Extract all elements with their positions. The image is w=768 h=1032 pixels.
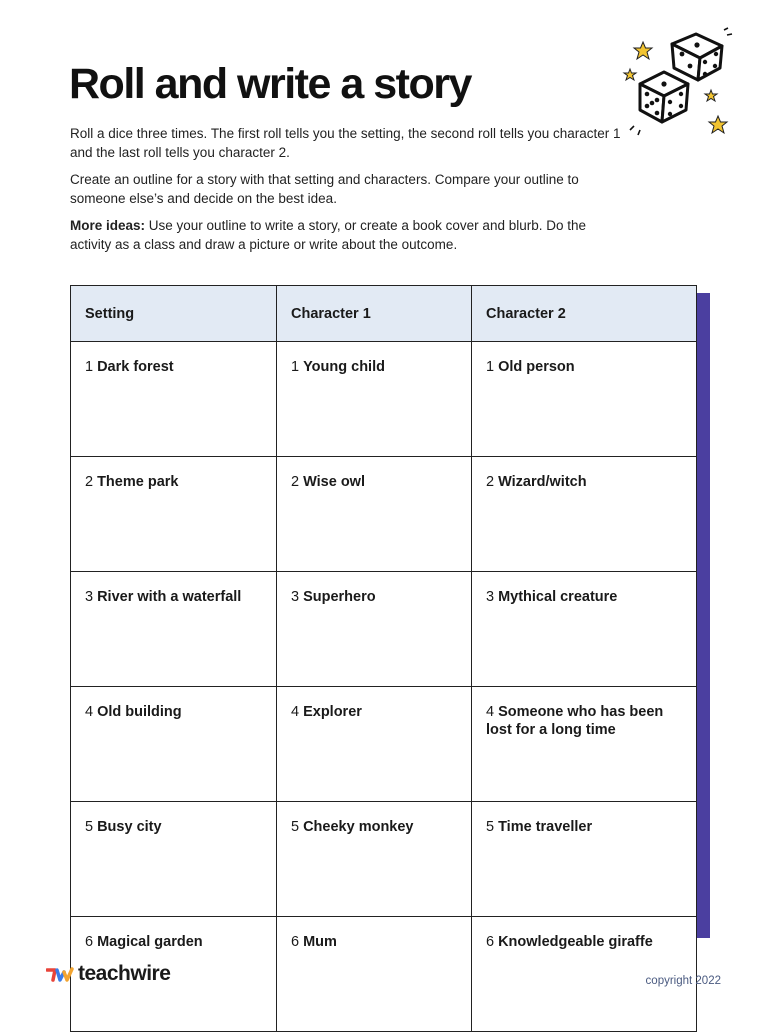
copyright-text: copyright 2022: [645, 975, 721, 987]
cell-text: Someone who has been lost for a long time: [486, 704, 664, 738]
page-title: Roll and write a story: [69, 60, 471, 108]
roll-number: 1: [85, 359, 94, 375]
cell-text: River with a waterfall: [97, 589, 242, 605]
teachwire-logo[interactable]: [46, 962, 170, 986]
table-cell: [277, 917, 472, 1032]
roll-number: 1: [291, 359, 300, 375]
roll-number: 4: [291, 704, 300, 720]
cell-text: Wizard/witch: [498, 474, 587, 490]
table-row: [71, 342, 697, 457]
table-row: [71, 457, 697, 572]
header-character-1: Character 1: [277, 286, 472, 342]
table-row: [71, 802, 697, 917]
roll-number: 2: [85, 474, 94, 490]
table-header-row: [71, 286, 697, 342]
table-row: [71, 572, 697, 687]
cell-text: Cheeky monkey: [303, 819, 414, 835]
table-cell: [472, 917, 697, 1032]
table-cell: [472, 802, 697, 917]
roll-number: 2: [291, 474, 300, 490]
logo-text: teachwire: [78, 962, 171, 985]
story-table-container: [70, 285, 696, 950]
star-icon: [705, 90, 717, 101]
cell-text: Busy city: [97, 819, 162, 835]
table-cell: [71, 572, 277, 687]
more-ideas-paragraph: [70, 216, 630, 254]
roll-number: 4: [85, 704, 94, 720]
instructions: [70, 124, 630, 262]
table-cell: [277, 687, 472, 802]
table-cell: [71, 687, 277, 802]
table-cell: [472, 687, 697, 802]
story-table: [70, 285, 697, 1032]
cell-text: Old building: [97, 704, 182, 720]
cell-text: Time traveller: [498, 819, 593, 835]
cell-text: Wise owl: [303, 474, 365, 490]
roll-number: 6: [291, 934, 300, 950]
star-icon: [709, 116, 727, 133]
table-cell: [277, 572, 472, 687]
table-cell: [277, 802, 472, 917]
cell-text: Young child: [303, 359, 385, 375]
roll-number: 3: [291, 589, 300, 605]
table-cell: [472, 457, 697, 572]
roll-number: 6: [85, 934, 94, 950]
cell-text: Mum: [303, 934, 337, 950]
roll-number: 3: [486, 589, 495, 605]
cell-text: Old person: [498, 359, 575, 375]
table-cell: [472, 572, 697, 687]
star-icon: [624, 69, 636, 80]
roll-number: 2: [486, 474, 495, 490]
cell-text: Dark forest: [97, 359, 174, 375]
table-cell: [472, 342, 697, 457]
roll-number: 4: [486, 704, 495, 720]
instruction-paragraph: Roll a dice three times. The first roll tells you the setting, the second roll tells you character 1 and the last roll tells you character 2.: [70, 126, 621, 160]
cell-text: Magical garden: [97, 934, 203, 950]
cell-text: Explorer: [303, 704, 362, 720]
roll-number: 5: [486, 819, 495, 835]
table-cell: [71, 342, 277, 457]
more-ideas-text: Use your outline to write a story, or create a book cover and blurb. Do the activity as a class and draw a picture or write about the outcome.: [70, 218, 587, 252]
roll-number: 5: [85, 819, 94, 835]
more-ideas-label: More ideas:: [70, 218, 146, 233]
teachwire-logo-icon: [46, 965, 74, 983]
table-cell: [277, 457, 472, 572]
table-cell: [71, 457, 277, 572]
cell-text: Superhero: [303, 589, 376, 605]
table-cell: [277, 342, 472, 457]
cell-text: Knowledgeable giraffe: [498, 934, 653, 950]
dice-icon: [620, 22, 735, 137]
star-icon: [634, 42, 652, 59]
table-row: [71, 687, 697, 802]
cell-text: Mythical creature: [498, 589, 618, 605]
instruction-paragraph: Create an outline for a story with that setting and characters. Compare your outline to someone else’s and decide on the best idea.: [70, 172, 579, 206]
header-character-2: Character 2: [472, 286, 697, 342]
roll-number: 1: [486, 359, 495, 375]
table-cell: [71, 802, 277, 917]
header-setting: Setting: [71, 286, 277, 342]
cell-text: Theme park: [97, 474, 179, 490]
roll-number: 5: [291, 819, 300, 835]
roll-number: 3: [85, 589, 94, 605]
roll-number: 6: [486, 934, 495, 950]
